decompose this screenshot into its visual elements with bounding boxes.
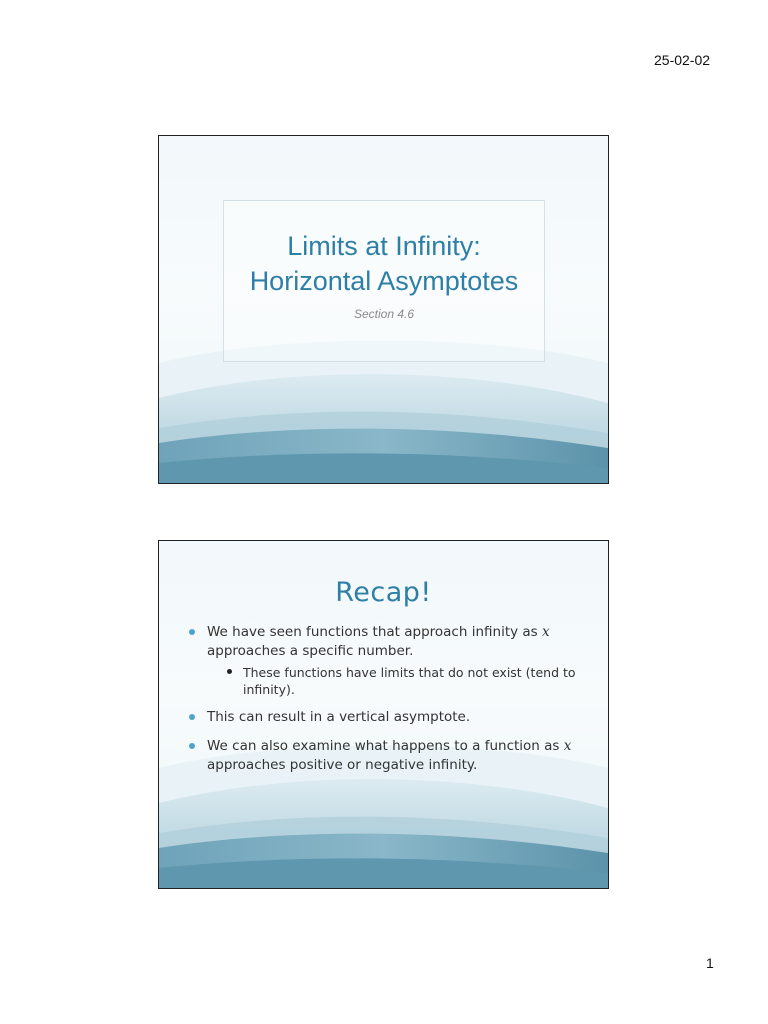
bullet-item <box>189 737 589 775</box>
math-variable: x <box>563 738 572 754</box>
bullet-item <box>189 623 589 698</box>
slide-title: Recap! <box>335 577 432 608</box>
bullet-text: We have seen functions that approach infinity as <box>207 624 542 640</box>
title-box <box>223 200 545 362</box>
bullet-text: approaches a specific number. <box>207 643 414 659</box>
bullet-dot-icon <box>189 629 195 635</box>
slide-title-line-1: Limits at Infinity: <box>287 231 481 261</box>
page-date: 25-02-02 <box>654 52 711 68</box>
slide-subtitle: Section 4.6 <box>353 307 415 321</box>
bullet-item <box>189 708 589 727</box>
bullet-text: approaches positive or negative infinity. <box>207 757 478 773</box>
bullet-text: We can also examine what happens to a function as <box>207 738 564 754</box>
bullet-dot-icon <box>189 714 195 720</box>
sub-bullet-text: These functions have limits that do not exist (tend to infinity). <box>243 665 576 697</box>
math-variable: x <box>542 624 550 640</box>
sub-bullet-item <box>225 664 589 698</box>
sub-bullet-dot-icon <box>227 669 232 674</box>
slide-title <box>158 135 609 484</box>
slide-title-line-2: Horizontal Asymptotes <box>249 266 519 296</box>
slide-recap <box>158 540 609 889</box>
page-number: 1 <box>706 955 714 971</box>
bullet-text: This can result in a vertical asymptote. <box>207 709 471 725</box>
bullet-list <box>189 623 589 785</box>
bullet-dot-icon <box>189 743 195 749</box>
